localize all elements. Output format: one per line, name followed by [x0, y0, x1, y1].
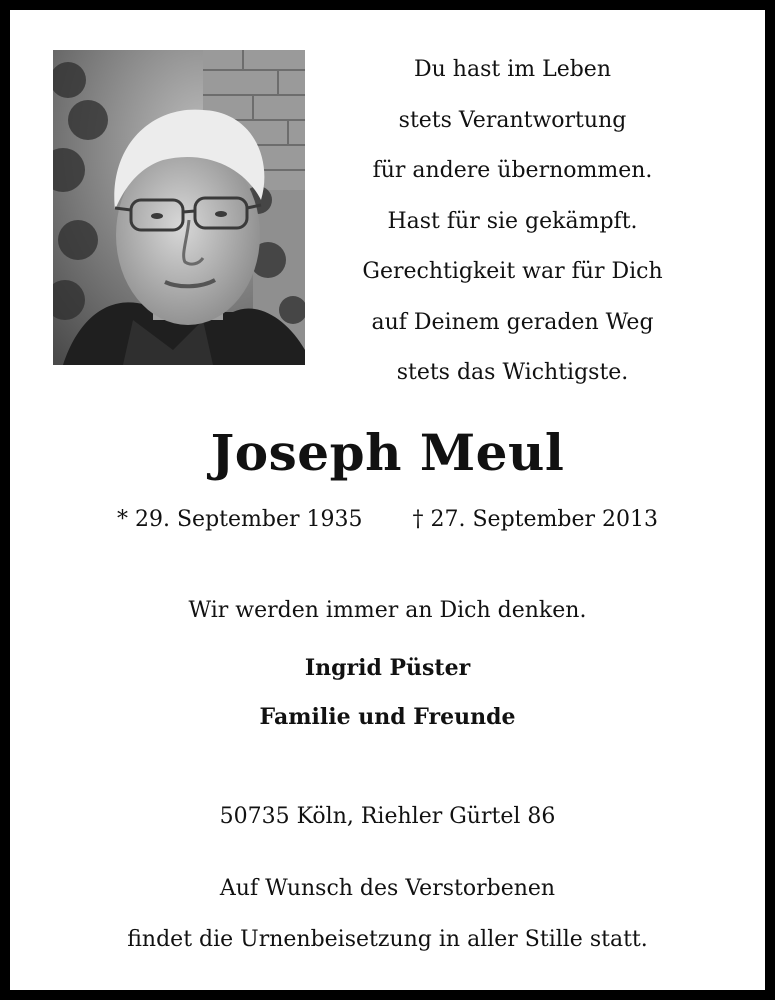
- death-date: † 27. September 2013: [412, 507, 658, 532]
- poem-line: stets das Wichtigste.: [396, 360, 629, 385]
- deceased-name: Joseph Meul: [210, 423, 565, 482]
- birth-date: * 29. September 1935: [117, 507, 363, 532]
- notice-line: Auf Wunsch des Verstorbenen: [219, 876, 556, 901]
- poem-line: stets Verantwortung: [398, 107, 627, 133]
- poem-line: Hast für sie gekämpft.: [387, 208, 638, 234]
- poem-line: Du hast im Leben: [413, 57, 611, 82]
- poem-line: für andere übernommen.: [372, 158, 653, 183]
- address: 50735 Köln, Riehler Gürtel 86: [219, 804, 556, 829]
- poem-line: auf Deinem geraden Weg: [371, 309, 654, 335]
- notice-line: findet die Urnenbeisetzung in aller Stille statt.: [127, 927, 648, 952]
- mourner-group: Familie und Freunde: [259, 704, 516, 730]
- life-dates: [0, 503, 775, 537]
- poem: [340, 45, 685, 399]
- portrait-photo: [53, 50, 305, 365]
- remembrance-text: Wir werden immer an Dich denken.: [188, 598, 587, 623]
- mourner-name: Ingrid Püster: [304, 655, 471, 681]
- portrait-image: [53, 50, 305, 365]
- poem-line: Gerechtigkeit war für Dich: [362, 259, 663, 284]
